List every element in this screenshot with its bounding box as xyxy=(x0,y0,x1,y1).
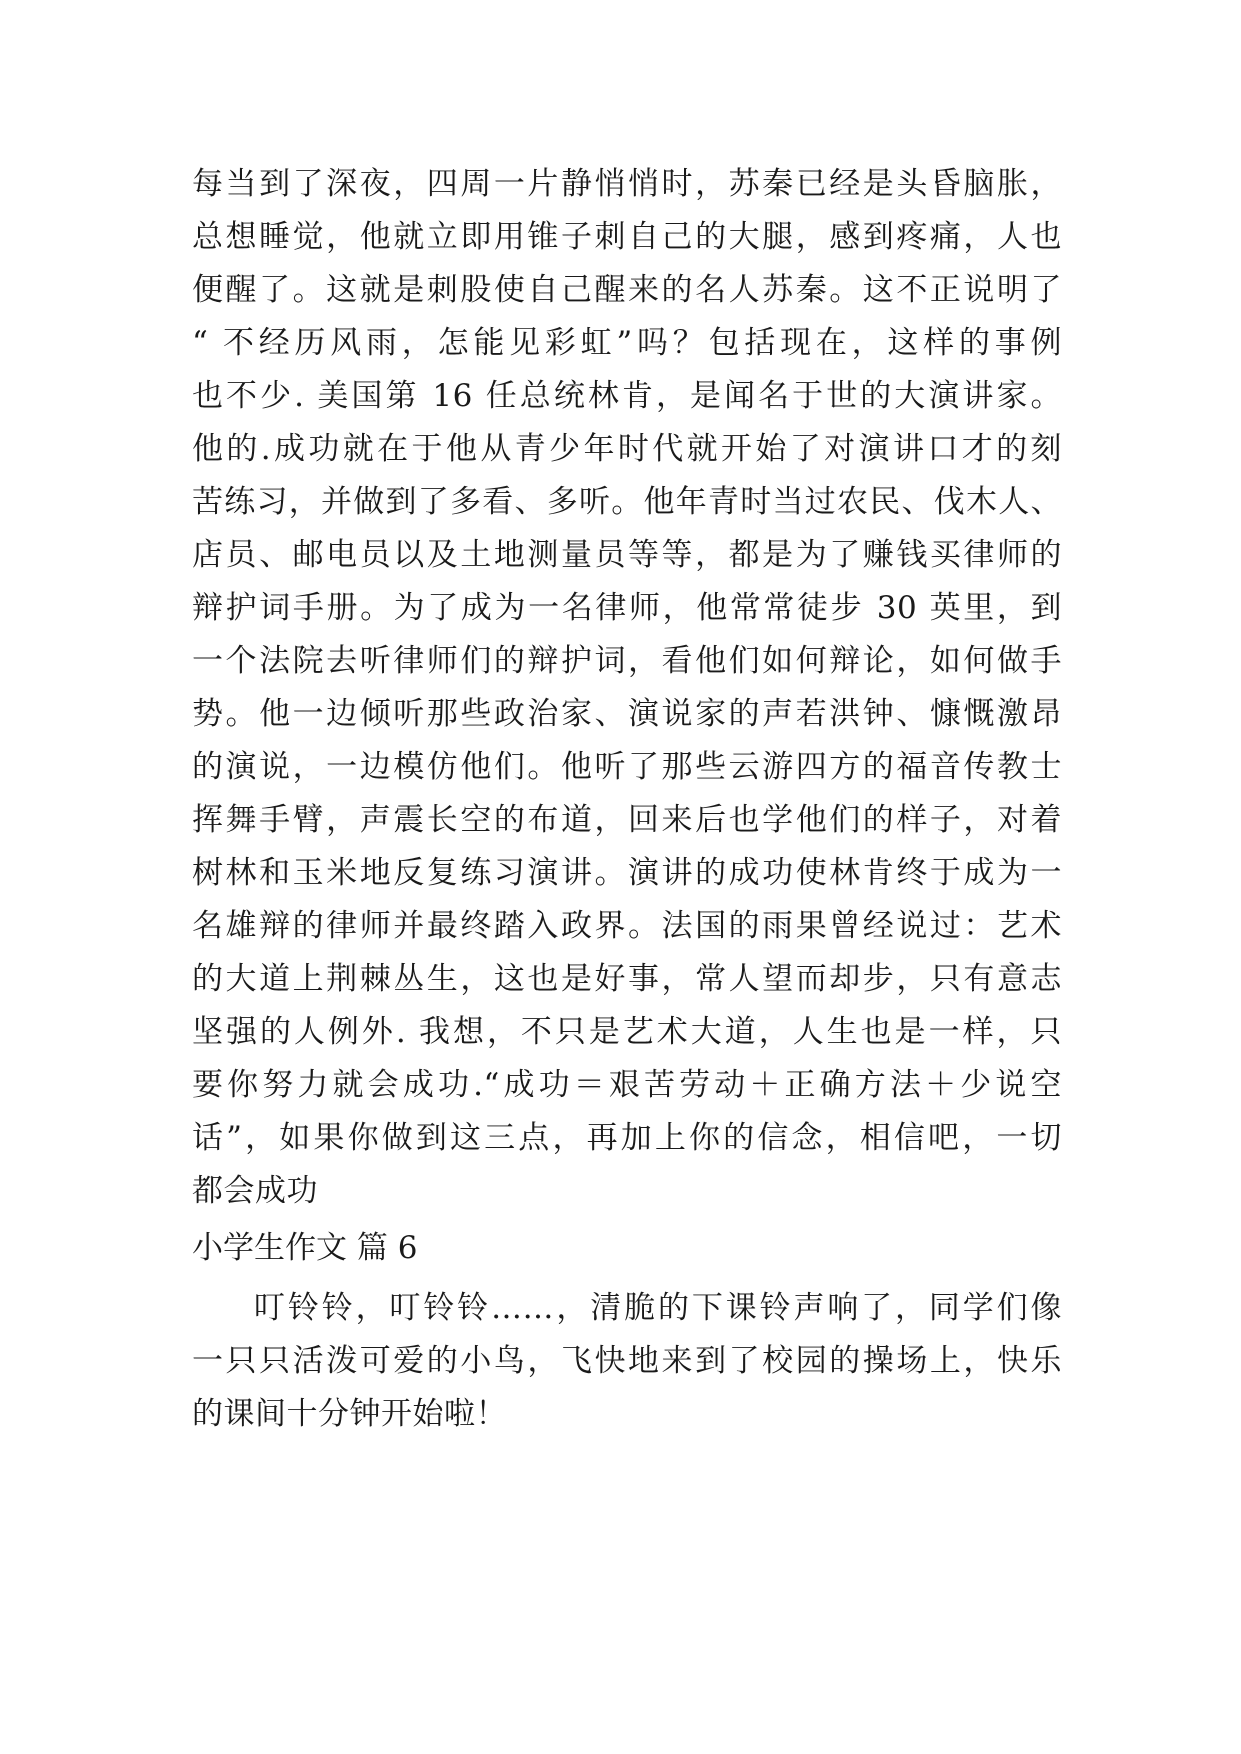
text-line: 便醒了。这就是刺股使自己醒来的名人苏秦。这不正说明了 xyxy=(192,272,1062,308)
paragraph-2 xyxy=(192,1282,1062,1441)
text-line: 辩护词手册。为了成为一名律师，他常常徒步 30 英里，到 xyxy=(192,590,1062,626)
text-line: 坚强的人例外. 我想，不只是艺术大道，人生也是一样，只 xyxy=(192,1014,1062,1050)
paragraph-1 xyxy=(192,158,1062,1218)
text-line: 都会成功 xyxy=(192,1173,318,1209)
text-line: 的演说，一边模仿他们。他听了那些云游四方的福音传教士 xyxy=(192,749,1062,785)
text-line: 苦练习，并做到了多看、多听。他年青时当过农民、伐木人、 xyxy=(192,484,1062,520)
text-line: 他的.成功就在于他从青少年时代就开始了对演讲口才的刻 xyxy=(192,431,1062,467)
text-line: 话”，如果你做到这三点，再加上你的信念，相信吧，一切 xyxy=(192,1120,1062,1156)
text-line: 名雄辩的律师并最终踏入政界。法国的雨果曾经说过：艺术 xyxy=(192,908,1062,944)
text-line: 要你努力就会成功.“成功＝艰苦劳动＋正确方法＋少说空 xyxy=(192,1067,1062,1103)
text-line: “ 不经历风雨，怎能见彩虹”吗？包括现在，这样的事例 xyxy=(192,325,1062,361)
text-line: 总想睡觉，他就立即用锥子刺自己的大腿，感到疼痛，人也 xyxy=(192,219,1062,255)
text-line: 一个法院去听律师们的辩护词，看他们如何辩论，如何做手 xyxy=(192,643,1062,679)
document-body xyxy=(192,158,1062,1441)
text-line: 挥舞手臂，声震长空的布道，回来后也学他们的样子，对着 xyxy=(192,802,1062,838)
section-heading: 小学生作文 篇 6 xyxy=(192,1230,418,1266)
text-line: 的大道上荆棘丛生，这也是好事，常人望而却步，只有意志 xyxy=(192,961,1062,997)
text-line: 叮铃铃，叮铃铃……，清脆的下课铃声响了，同学们像 xyxy=(254,1290,1062,1326)
text-line: 每当到了深夜，四周一片静悄悄时，苏秦已经是头昏脑胀， xyxy=(192,166,1062,202)
text-line: 树林和玉米地反复练习演讲。演讲的成功使林肯终于成为一 xyxy=(192,855,1062,891)
text-line: 店员、邮电员以及土地测量员等等，都是为了赚钱买律师的 xyxy=(192,537,1062,573)
text-line: 也不少. 美国第 16 任总统林肯，是闻名于世的大演讲家。 xyxy=(192,378,1062,414)
text-line: 的课间十分钟开始啦！ xyxy=(192,1396,507,1432)
text-line: 一只只活泼可爱的小鸟，飞快地来到了校园的操场上，快乐 xyxy=(192,1343,1062,1379)
text-line: 势。他一边倾听那些政治家、演说家的声若洪钟、慷慨激昂 xyxy=(192,696,1062,732)
